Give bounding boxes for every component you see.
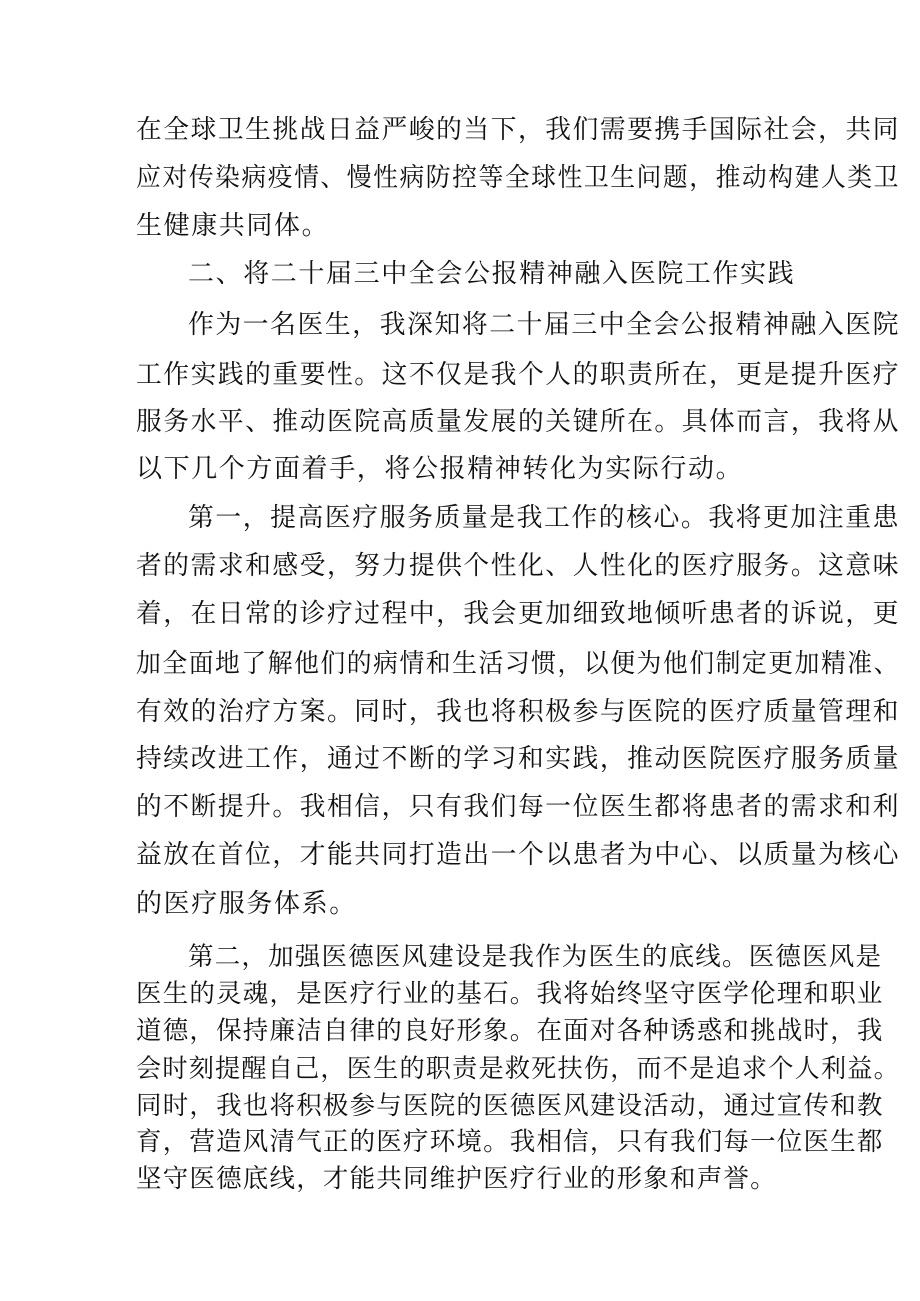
text-line: 的不断提升。我相信，只有我们每一位医生都将患者的需求和利 xyxy=(136,792,900,822)
text-line: 坚守医德底线，才能共同维护医疗行业的形象和声誉。 xyxy=(136,1164,777,1194)
text-line: 会时刻提醒自己，医生的职责是救死扶伤，而不是追求个人利益。 xyxy=(136,1054,900,1084)
text-line: 服务水平、推动医院高质量发展的关键所在。具体而言，我将从 xyxy=(136,407,900,437)
text-line: 应对传染病疫情、慢性病防控等全球性卫生问题，推动构建人类卫 xyxy=(136,163,900,193)
text-line: 医生的灵魂，是医疗行业的基石。我将始终坚守医学伦理和职业 xyxy=(136,979,884,1009)
section-heading: 二、将二十届三中全会公报精神融入医院工作实践 xyxy=(188,259,796,289)
text-line: 生健康共同体。 xyxy=(136,211,330,241)
text-line: 的医疗服务体系。 xyxy=(136,889,357,919)
text-line: 有效的治疗方案。同时，我也将积极参与医院的医疗质量管理和 xyxy=(136,697,900,727)
text-line: 以下几个方面着手，将公报精神转化为实际行动。 xyxy=(136,454,744,484)
text-line: 在全球卫生挑战日益严峻的当下，我们需要携手国际社会，共同 xyxy=(136,115,900,145)
text-line: 第一，提高医疗服务质量是我工作的核心。我将更加注重患 xyxy=(188,503,900,533)
text-line: 着，在日常的诊疗过程中，我会更加细致地倾听患者的诉说，更 xyxy=(136,599,900,629)
text-line: 者的需求和感受，努力提供个性化、人性化的医疗服务。这意味 xyxy=(136,551,900,581)
text-line: 持续改进工作，通过不断的学习和实践，推动医院医疗服务质量 xyxy=(136,744,900,774)
text-line: 益放在首位，才能共同打造出一个以患者为中心、以质量为核心 xyxy=(136,840,900,870)
text-line: 加全面地了解他们的病情和生活习惯，以便为他们制定更加精准、 xyxy=(136,649,900,679)
text-line: 道德，保持廉洁自律的良好形象。在面对各种诱惑和挑战时，我 xyxy=(136,1016,884,1046)
text-line: 第二，加强医德医风建设是我作为医生的底线。医德医风是 xyxy=(188,942,883,972)
text-line: 育，营造风清气正的医疗环境。我相信，只有我们每一位医生都 xyxy=(136,1127,884,1157)
text-line: 作为一名医生，我深知将二十届三中全会公报精神融入医院 xyxy=(188,310,900,340)
text-line: 工作实践的重要性。这不仅是我个人的职责所在，更是提升医疗 xyxy=(136,360,900,390)
text-line: 同时，我也将积极参与医院的医德医风建设活动，通过宣传和教 xyxy=(136,1091,884,1121)
